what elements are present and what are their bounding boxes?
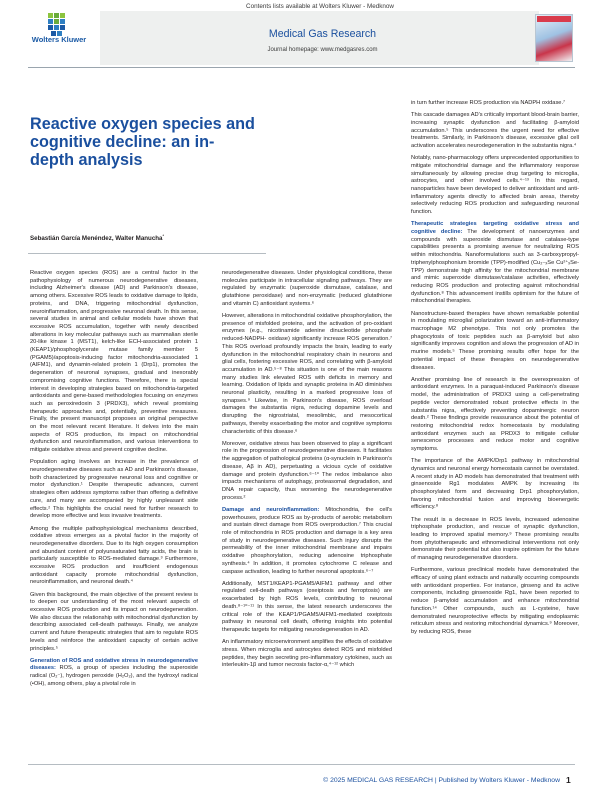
footer-divider xyxy=(28,764,575,765)
section-paragraph xyxy=(30,658,198,689)
section-paragraph xyxy=(222,507,392,576)
column-right xyxy=(411,100,579,641)
author-names: Sebastián García Menéndez, Walter Manucha xyxy=(30,235,163,242)
body-paragraph: However, alterations in mitochondrial oxidative phosphorylation, the presence of misfolded proteins, and the activation of pro-oxidant enzymes (e.g., nicotinamide adenine dinucleotide phosphate reduced-NADPH- oxidase) significantly increase ROS generation.⁷ This ROS overload profoundly impacts the brain, leading to early dysfunction in the mitochondrial respiratory chain in neurons and glial cells, fostering excessive ROS, and correlating with β-amyloid accumulation in AD.⁵⁻⁸ This situation is one of the main reasons many studies link elevated ROS with deficits in memory and learning. Oxidation of lipids and synaptic proteins in AD diminishes neuronal plasticity, resulting in a marked progressive loss of synapses.⁹ Likewise, in Parkinson's disease, ROS overload damages the substantia nigra, reducing dopamine levels and disrupting the nigrostriatal, mesolimbic, and mesocortical pathways, thereby exacerbating the motor and cognitive symptoms characteristic of this disease.⁶ xyxy=(222,313,392,435)
body-paragraph: Additionally, MST1/KEAP1-PGAM5/AIFM1 pathway and other regulated cell-death pathways (oxeiptosis and ferroptosis) are exacerbated by high ROS levels, contributing to neuronal death.⁸⁻¹⁰⁻¹¹ In this sense, the latest research underscores the critical role of the KEAP1/PGAM5/AIFM1-mediated oxeiptosis pathway in neuronal cell death, offering insights into potential therapeutic targets for mitigating neurodegeneration in AD. xyxy=(222,580,392,633)
cover-header-bar xyxy=(537,16,571,22)
footer-copyright: © 2025 MEDICAL GAS RESEARCH | Published by Wolters Kluwer - Medknow xyxy=(323,777,560,784)
body-paragraph: neurodegenerative diseases. Under physiological conditions, these molecules participate in intracellular signaling pathways. They are regulated by enzymatic (superoxide dismutase, catalase, and glutathione peroxidase) and non-enzymatic (reduced glutathione and vitamin C) antioxidant systems.⁶ xyxy=(222,270,392,307)
body-paragraph: Among the multiple pathophysiological mechanisms described, oxidative stress emerges as a pivotal factor in the majority of neurodegenerative disorders. Due to its high oxygen consumption and abundant content of polyunsaturated fatty acids, the brain is particularly susceptible to ROS-mediated damage.³ Furthermore, excessive ROS production and insufficient endogenous antioxidant capacity promote mitochondrial dysfunction, neuroinflammation, and neuronal death.⁴ xyxy=(30,525,198,586)
section-heading-neuroinflammation: Damage and neuroinflammation: xyxy=(222,506,320,513)
section-text: Mitochondria, the cell's powerhouses, produce ROS as by-products of aerobic metabolism and sustain direct damage from ROS overproduction.⁷ This crucial role of mitochondria in ROS production and damage is a key area of study in neurodegenerative diseases. Such injury disrupts the permeability of the inner mitochondrial membrane and impairs oxidative phosphorylation, reducing adenosine triphosphate synthesis.⁴ In addition, it promotes cytochrome C release and caspase activation, leading to further neuronal apoptosis.⁶⁻⁷ xyxy=(222,506,392,575)
journal-cover-image xyxy=(535,14,573,62)
column-left xyxy=(30,270,198,693)
body-paragraph: The importance of the AMPK/Drp1 pathway in mitochondrial dynamics and neuronal energy homeostasis cannot be overstated. A recent study in AD models has demonstrated that treatment with ginsenoside Rg1 modulates AMPK by increasing its phosphorylated form and decreasing Drp1 phosphorylation, favoring mitochondrial fusion and improving bioenergetic efficiency.⁸ xyxy=(411,458,579,511)
corresponding-author-mark: * xyxy=(162,232,165,238)
page-number: 1 xyxy=(566,775,571,785)
section-text: The development of nanoenzymes and compounds with superoxide dismutase and catalase-type capabilities presents a promising avenue for neutralizing ROS within mitochondria. Nanoformulations such as 3-carboxypropyl-triphenylphosphonium bromide (TPP)-modified (Cu₂₋ₓSe Cu²⁺ₓSe-TPP) demonstrate high affinity for the mitochondrial membrane and mimic superoxide dismutase/catalase activities, effectively reducing ROS production and protecting against mitochondrial dysfunction.⁸ This advancement instills optimism for the future of mitochondrial therapies. xyxy=(411,229,579,305)
body-paragraph: in turn further increase ROS production via NADPH oxidase.⁷ xyxy=(411,100,566,106)
section-heading-therapeutic-strategies: Therapeutic strategies targeting oxidative stress and cognitive decline: xyxy=(411,221,579,236)
body-paragraph: Moreover, oxidative stress has been observed to play a significant role in the progression of neurodegenerative diseases. It facilitates the aggregation of pathological proteins (α-synuclein in Parkinson's disease, Aβ in AD), perpetuating a vicious cycle of oxidative damage and protein dysfunction.⁶⁻¹⁰ The redox imbalance also impacts mechanisms of autophagy, proteasomal degradation, and DNA repair capacity, thus worsening the neurodegenerative process.² xyxy=(222,440,392,501)
header-divider xyxy=(28,67,575,68)
body-paragraph: Furthermore, various preclinical models have demonstrated the efficacy of using plant extracts and naturally occurring compounds with antioxidant properties. For instance, ginseng and its active components, including ginsenoside Rg1, have been reported to reduce β-amyloid accumulation and enhance mitochondrial function.¹⁴ Other compounds, such as L-cysteine, have demonstrated neuroprotective effects by mitigating endoplasmic reticulum stress and restoring mitochondrial dynamics.⁹ Moreover, by reducing ROS, these xyxy=(411,567,579,635)
body-paragraph: Nanostructure-based therapies have shown remarkable potential in modulating microglial polarization toward an anti-inflammatory macrophage M2 phenotype. This not only promotes the phagocytosis of toxic peptides such as β-amyloid but also significantly improves cognition and slows the progression of AD in murine models.⁵ These promising results offer hope for the potential impact of these therapies on neurodegenerative diseases. xyxy=(411,310,579,371)
logo-text: Wolters Kluwer xyxy=(31,35,87,44)
section-heading-ros-generation: Generation of ROS and oxidative stress in neurodegenerative diseases: xyxy=(30,657,198,672)
abstract-paragraph: Reactive oxygen species (ROS) are a central factor in the pathophysiology of numerous neurodegenerative diseases, including Alzheimer's disease (AD) and Parkinson's disease, among others. Excessive ROS leads to oxidative damage to lipids, proteins, and DNA, triggering mitochondrial dysfunction, neuroinflammation, and progressive neuronal death. In this sense, several studies in animal and cellular models have shown that excessive ROS accumulation, together with newly described alterations in key molecular pathways such as mammalian sterile 20-like kinase 1 (MST1), kelch-like ECH-associated protein 1 (KEAP1)/phosphoglycerate mutase family member 5 (PGAM5)/apoptosis-inducing factor mitochondria-associated 1 (AIFM1), and dynamin-related protein 1 (Drp1), promotes the degeneration of neuronal synapses, gradual and inexorably compromising cognitive functions. Therefore, there is special interest in developing strategies based on mitochondria-targeted antioxidants and gene-based methodologies focusing on enzymes such as peroxiredoxin 3 (PRDX3), which reveal promising therapeutic approaches and, potentially, preventive measures. Finally, the present manuscript proposes an original perspective on the most relevant recent literature. It delves into the main aspects of ROS production, its impact on mitochondrial dysfunction and neuroinflammation, and various interventions to mitigate oxidative stress and prevent cognitive decline. xyxy=(30,270,198,454)
contents-availability-line: Contents lists available at Wolters Kluwer - Medknow xyxy=(246,3,394,10)
body-paragraph: This cascade damages AD's critically important blood-brain barrier, increasing synaptic dysfunction and facilitating β-amyloid accumulation.⁵ This underscores the urgent need for effective treatments. Similarly, in Parkinson's disease, excessive glial cell activation accelerates neurodegeneration in the substantia nigra.⁴ xyxy=(411,112,579,150)
body-paragraph: The result is a decrease in ROS levels, increased adenosine triphosphate production, and rescue of synaptic dysfunction, leading to improved spatial memory.⁹ These promising results from phytotherapeutic and ethnomedicinal interventions not only demonstrate their potential but also inspire optimism for the future of managing neurodegenerative disorders. xyxy=(411,516,579,562)
journal-title: Medical Gas Research xyxy=(268,28,377,40)
body-paragraph: An inflammatory microenvironment amplifies the effects of oxidative stress. When microglia and astrocytes detect ROS and misfolded peptides, they begin secreting pro-inflammatory cytokines, such as interleukin-1β and tumor necrosis factor-α,⁴⁻¹² which xyxy=(222,639,392,669)
body-paragraph: Population aging involves an increase in the prevalence of neurodegenerative diseases such as AD and Parkinson's disease, both characterized by progressive neuronal loss and cognitive or motor dysfunction.¹ Despite therapeutic advances, current strategies often address symptoms rather than offering a definitive cure, and many are accompanied by highly unpleasant side effects.² This highlights the crucial need for further research to develop more effective and less invasive treatments. xyxy=(30,459,198,520)
body-paragraph: Notably, nano-pharmacology offers unprecedented opportunities to mitigate mitochondrial damage and the inflammatory response simultaneously by allowing precise drug targeting to microglia, astrocytes, and other involved cells.⁴⁻¹³ In this regard, nanoparticles have been developed to deliver antioxidant and anti-inflammatory agents directly to affected brain areas, thereby selectively reducing ROS production and safeguarding neuronal function. xyxy=(411,155,579,216)
body-paragraph: Another promising line of research is the overexpression of antioxidant enzymes. In a paraquat-induced Parkinson's disease model, the administration of PRDX3 using a cell-penetrating peptide vector demonstrated robust protective effects in the substantia nigra, effectively preventing dopaminergic neuron death.² These findings provide reassurance about the potential of restoring mitochondrial redox homeostasis by modulating antioxidant enzymes such as PRDX3 to mitigate cellular senescence processes and reduce motor and cognitive symptoms. xyxy=(411,376,579,453)
section-paragraph xyxy=(411,221,579,306)
authors-divider xyxy=(28,253,266,254)
article-authors xyxy=(30,232,270,242)
journal-homepage[interactable]: Journal homepage: www.medgasres.com xyxy=(267,47,378,53)
column-middle xyxy=(222,270,392,674)
section-text: ROS, a group of species including the superoxide radical (O₂⁻), hydrogen peroxide (H₂O₂), and the hydroxyl radical (•OH), among others, play a pivotal role in xyxy=(30,665,198,687)
body-paragraph: Given this background, the main objective of the present review is to deepen our understanding of the most relevant aspects of excessive ROS production and its impact on neurodegeneration. We also discuss the relationship with mitochondrial dysfunction by describing associated cell-death pathways. Finally, we analyze current and future therapeutic strategies that aim to regulate ROS levels and reinforce the antioxidant capacity of certain active principles.⁵ xyxy=(30,591,198,652)
article-title: Reactive oxygen species and cognitive decline: an in-depth analysis xyxy=(30,115,255,169)
